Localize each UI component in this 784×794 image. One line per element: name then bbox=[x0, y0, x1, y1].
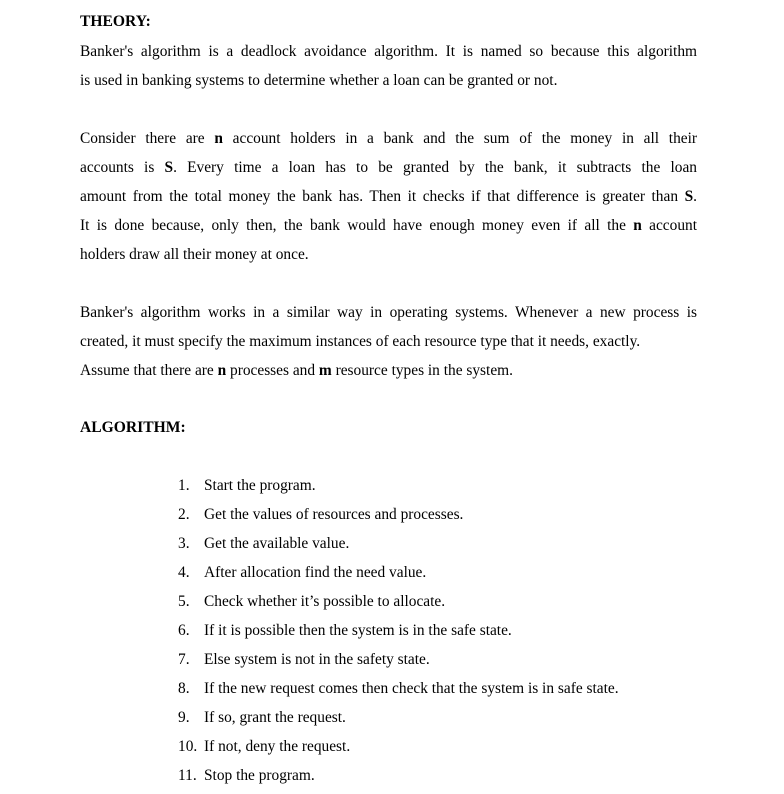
bold-n: n bbox=[214, 130, 223, 147]
list-item: 5. Check whether it’s possible to allocate. bbox=[178, 593, 446, 610]
list-item: 9. If so, grant the request. bbox=[178, 709, 346, 726]
algorithm-steps-list bbox=[178, 475, 619, 794]
paragraph-line: is used in banking systems to determine whether a loan can be granted or not. bbox=[80, 72, 558, 89]
bold-s: S bbox=[684, 188, 694, 205]
paragraph-line: Assume that there are n processes and m resource types in the system. bbox=[80, 362, 513, 379]
bold-n: n bbox=[217, 362, 227, 379]
theory-heading: THEORY: bbox=[80, 13, 151, 30]
list-item: 11. Stop the program. bbox=[178, 767, 315, 784]
bold-n: n bbox=[633, 217, 642, 234]
list-item: 6. If it is possible then the system is in the safe state. bbox=[178, 622, 512, 639]
list-item: 8. If the new request comes then check that the system is in safe state. bbox=[178, 680, 619, 697]
paragraph-line: Consider there are n account holders in a bank and the sum of the money in all their bbox=[80, 130, 697, 147]
list-item: 1. Start the program. bbox=[178, 477, 316, 494]
bold-m: m bbox=[318, 362, 332, 379]
paragraph-line: Banker's algorithm works in a similar way in operating systems. Whenever a new process is bbox=[80, 304, 697, 321]
list-item: 3. Get the available value. bbox=[178, 535, 350, 552]
paragraph-line: Banker's algorithm is a deadlock avoidance algorithm. It is named so because this algorithm bbox=[80, 43, 697, 60]
paragraph-line: amount from the total money the bank has. Then it checks if that difference is greater than S. bbox=[80, 188, 697, 205]
algorithm-heading: ALGORITHM: bbox=[80, 419, 186, 436]
paragraph-line: created, it must specify the maximum instances of each resource type that it needs, exactly. bbox=[80, 333, 641, 350]
theory-paragraph-2 bbox=[80, 124, 697, 269]
list-item: 4. After allocation find the need value. bbox=[178, 564, 427, 581]
list-item: 7. Else system is not in the safety state. bbox=[178, 651, 430, 668]
bold-s: S bbox=[164, 159, 174, 176]
list-item: 10. If not, deny the request. bbox=[178, 738, 351, 755]
list-item: 2. Get the values of resources and processes. bbox=[178, 506, 464, 523]
paragraph-line: It is done because, only then, the bank would have enough money even if all the n account bbox=[80, 217, 697, 234]
paragraph-line: accounts is S. Every time a loan has to be granted by the bank, it subtracts the loan bbox=[80, 159, 697, 176]
theory-paragraph-3 bbox=[80, 298, 697, 385]
paragraph-line: holders draw all their money at once. bbox=[80, 246, 309, 263]
theory-paragraph-1 bbox=[80, 37, 697, 95]
